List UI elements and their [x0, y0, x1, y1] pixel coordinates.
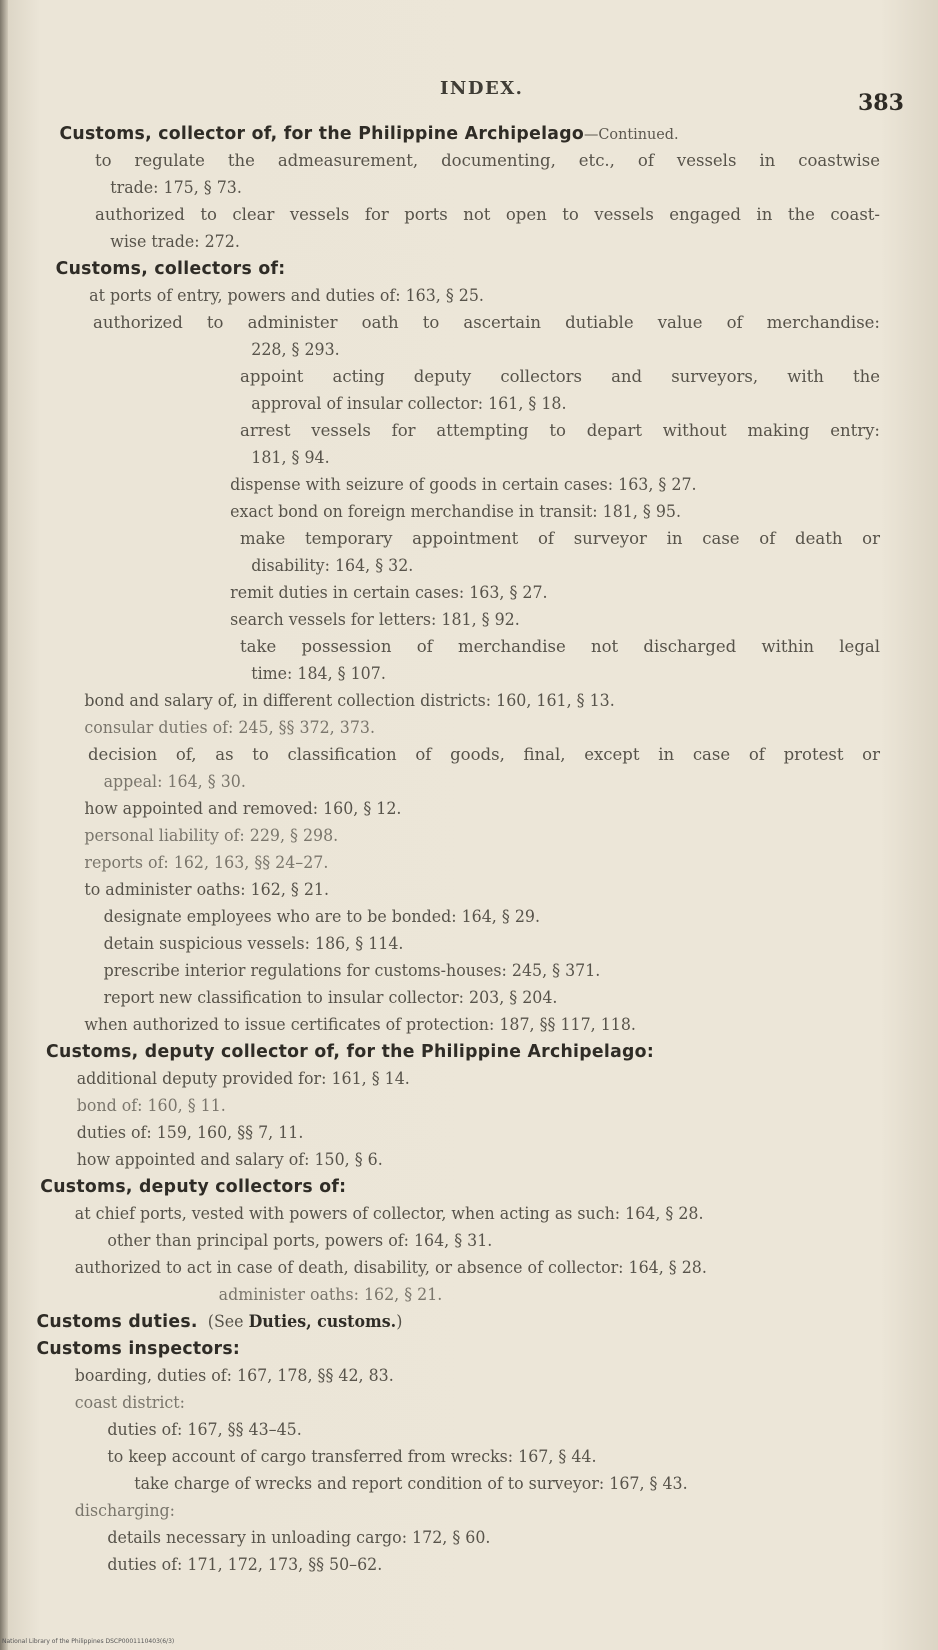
index-text: at chief ports, vested with powers of collector, when acting as such: 164, § 28.	[74, 1204, 704, 1223]
scan-footer: National Library of the Philippines DSCP0001110403(6/3)	[2, 1638, 175, 1645]
index-line	[0, 444, 900, 471]
index-text: how appointed and salary of: 150, § 6.	[76, 1150, 383, 1169]
index-text: appoint acting deputy collectors and surveyors, with the	[240, 367, 880, 386]
index-text: bond of: 160, § 11.	[76, 1096, 226, 1115]
index-text: trade: 175, § 73.	[110, 178, 242, 197]
index-text: 181, § 94.	[251, 448, 330, 467]
index-text: search vessels for letters: 181, § 92.	[230, 610, 520, 629]
index-line	[0, 552, 900, 579]
index-text: )	[396, 1312, 403, 1331]
index-line	[0, 1389, 900, 1416]
index-text: to administer oaths: 162, § 21.	[84, 880, 329, 899]
index-line	[0, 174, 900, 201]
index-heading: Customs, collector of, for the Philippine Archipelago	[59, 123, 585, 144]
index-text: personal liability of: 229, § 298.	[84, 826, 339, 845]
index-heading: Customs inspectors:	[36, 1338, 241, 1359]
index-line	[0, 984, 900, 1011]
index-line	[0, 147, 880, 174]
index-line	[0, 309, 880, 336]
index-line	[0, 714, 900, 741]
index-text: dispense with seizure of goods in certain cases: 163, § 27.	[230, 475, 697, 494]
index-text: 228, § 293.	[251, 340, 340, 359]
index-line	[0, 1281, 900, 1308]
running-title: INDEX.	[440, 78, 524, 99]
index-line	[0, 1011, 900, 1038]
index-text: wise trade: 272.	[110, 232, 240, 251]
index-text: bond and salary of, in different collection districts: 160, 161, § 13.	[84, 691, 615, 710]
index-heading: Customs,	[46, 1041, 145, 1062]
index-text: designate employees who are to be bonded: 164, § 29.	[103, 907, 540, 926]
index-text: to regulate the admeasurement, documenting, etc., of vessels in coastwise	[95, 151, 880, 170]
index-text: coast district:	[74, 1393, 185, 1412]
index-text: prescribe interior regulations for customs-houses: 245, § 371.	[103, 961, 601, 980]
index-line	[0, 579, 900, 606]
page-number: 383	[858, 90, 904, 116]
index-text: make temporary appointment of surveyor in case of death or	[240, 529, 880, 548]
index-line	[0, 768, 900, 795]
index-line	[0, 1524, 900, 1551]
index-line	[0, 282, 900, 309]
index-line	[0, 363, 880, 390]
index-text: detain suspicious vessels: 186, § 114.	[103, 934, 404, 953]
index-line	[0, 1551, 900, 1578]
index-line	[0, 1200, 900, 1227]
index-text: (See	[197, 1312, 249, 1331]
index-text: duties of: 159, 160, §§ 7, 11.	[76, 1123, 304, 1142]
index-entries	[0, 120, 938, 1578]
index-text: —Continued.	[584, 125, 679, 143]
index-heading: deputy collector of, for the Philippine Archipelago:	[144, 1041, 655, 1062]
index-line	[0, 1416, 900, 1443]
index-line	[0, 822, 900, 849]
index-text: at ports of entry, powers and duties of: 163, § 25.	[89, 286, 484, 305]
index-line	[0, 849, 900, 876]
index-line	[0, 228, 900, 255]
index-text: arrest vessels for attempting to depart without making entry:	[240, 421, 880, 440]
index-text: other than principal ports, powers of: 164, § 31.	[107, 1231, 493, 1250]
index-text: time: 184, § 107.	[251, 664, 386, 683]
index-line	[0, 633, 880, 660]
index-line	[0, 498, 900, 525]
index-line	[0, 1146, 900, 1173]
index-line	[0, 660, 900, 687]
index-heading: Customs, deputy collectors of:	[40, 1176, 347, 1197]
index-line	[0, 1038, 900, 1065]
index-text: to keep account of cargo transferred from wrecks: 167, § 44.	[107, 1447, 597, 1466]
index-heading: Customs, collectors of:	[55, 258, 286, 279]
index-text: disability: 164, § 32.	[251, 556, 414, 575]
index-text: discharging:	[74, 1501, 176, 1520]
index-line	[0, 471, 900, 498]
index-line	[0, 876, 900, 903]
index-text: when authorized to issue certificates of protection: 187, §§ 117, 118.	[84, 1015, 636, 1034]
index-line	[0, 255, 900, 282]
index-line	[0, 1362, 900, 1389]
index-line	[0, 336, 900, 363]
index-text: boarding, duties of: 167, 178, §§ 42, 83.	[74, 1366, 394, 1385]
index-line	[0, 687, 900, 714]
index-text: authorized to act in case of death, disability, or absence of collector: 164, § 28.	[74, 1258, 707, 1277]
index-line	[0, 201, 880, 228]
index-line	[0, 903, 900, 930]
index-text: reports of: 162, 163, §§ 24–27.	[84, 853, 329, 872]
index-line	[0, 957, 900, 984]
index-text: Duties, customs.	[248, 1312, 397, 1331]
index-text: authorized to clear vessels for ports not open to vessels engaged in the coast-	[95, 205, 880, 224]
index-line	[0, 741, 880, 768]
index-text: report new classification to insular collector: 203, § 204.	[103, 988, 558, 1007]
index-text: take possession of merchandise not discharged within legal	[240, 637, 880, 656]
index-line	[0, 1119, 900, 1146]
index-line	[0, 1254, 900, 1281]
index-text: authorized to administer oath to ascertain dutiable value of merchandise:	[93, 313, 880, 332]
index-line	[0, 1308, 900, 1335]
index-heading: Customs duties.	[36, 1311, 198, 1332]
index-text: take charge of wrecks and report condition of to surveyor: 167, § 43.	[134, 1474, 688, 1493]
index-line	[0, 1092, 900, 1119]
page-header	[0, 78, 938, 118]
index-line	[0, 1227, 900, 1254]
index-text: approval of insular collector: 161, § 18.	[251, 394, 567, 413]
index-line	[0, 417, 880, 444]
index-line	[0, 795, 900, 822]
index-text: consular duties of: 245, §§ 372, 373.	[84, 718, 375, 737]
index-text: additional deputy provided for: 161, § 14.	[76, 1069, 410, 1088]
index-text: exact bond on foreign merchandise in transit: 181, § 95.	[230, 502, 682, 521]
index-text: remit duties in certain cases: 163, § 27.	[230, 583, 548, 602]
index-line	[0, 930, 900, 957]
index-text: duties of: 171, 172, 173, §§ 50–62.	[107, 1555, 383, 1574]
index-line	[0, 1470, 900, 1497]
index-line	[0, 1173, 900, 1200]
index-text: duties of: 167, §§ 43–45.	[107, 1420, 302, 1439]
index-line	[0, 1497, 900, 1524]
index-line	[0, 390, 900, 417]
index-line	[0, 1443, 900, 1470]
index-text: appeal: 164, § 30.	[103, 772, 246, 791]
index-line	[0, 1065, 900, 1092]
index-text: details necessary in unloading cargo: 172, § 60.	[107, 1528, 491, 1547]
index-line	[0, 120, 900, 147]
index-text: how appointed and removed: 160, § 12.	[84, 799, 402, 818]
index-text: decision of, as to classification of goods, final, except in case of protest or	[88, 745, 880, 764]
index-line	[0, 606, 900, 633]
index-line	[0, 525, 880, 552]
index-line	[0, 1335, 900, 1362]
index-text: administer oaths: 162, § 21.	[218, 1285, 443, 1304]
